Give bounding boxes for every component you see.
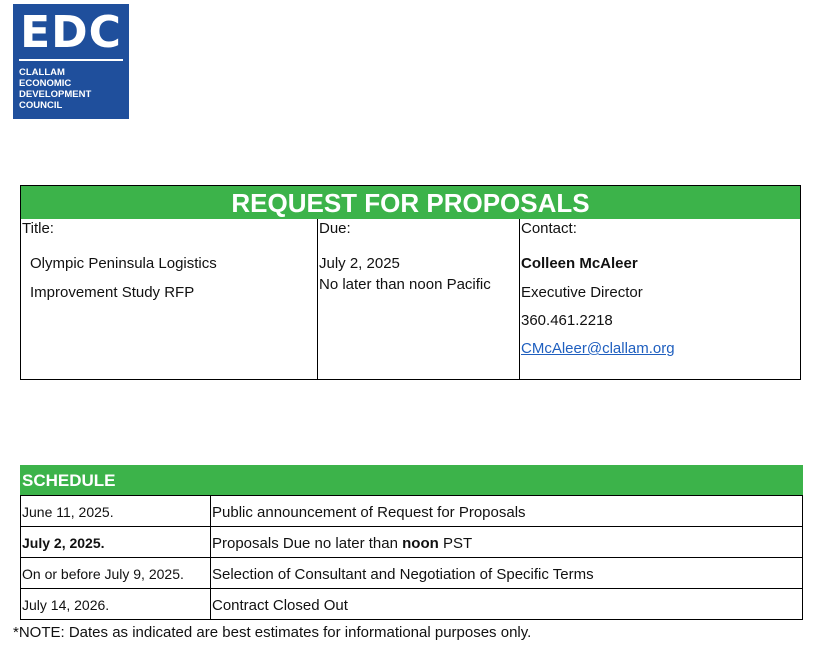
contact-email-link[interactable]: CMcAleer@clallam.org <box>521 340 675 357</box>
schedule-table <box>20 465 803 620</box>
rfp-box <box>20 185 801 380</box>
schedule-event-emphasis: noon <box>402 534 439 552</box>
due-label: Due: <box>319 220 351 237</box>
due-time: No later than noon Pacific <box>319 276 491 293</box>
schedule-event-text: Proposals Due no later than <box>212 534 403 552</box>
schedule-event: Contract Closed Out <box>211 589 803 620</box>
title-label: Title: <box>22 220 54 237</box>
due-date: July 2, 2025 <box>319 255 400 272</box>
table-row <box>21 589 803 620</box>
contact-name: Colleen McAleer <box>521 255 638 272</box>
footnote: *NOTE: Dates as indicated are best estimates for informational purposes only. <box>13 624 532 641</box>
contact-label: Contact: <box>521 220 577 237</box>
logo-text-line: CLALLAM <box>19 67 65 78</box>
schedule-event <box>211 527 803 558</box>
title-column <box>21 219 317 379</box>
logo-text-line: COUNCIL <box>19 100 63 111</box>
schedule-date: July 2, 2025. <box>21 527 211 558</box>
schedule-event-text: PST <box>438 534 473 552</box>
due-column <box>317 219 520 379</box>
schedule-date: On or before July 9, 2025. <box>21 558 211 589</box>
contact-column <box>519 219 800 379</box>
schedule-event: Public announcement of Request for Proposals <box>211 496 803 527</box>
logo-text-line: ECONOMIC <box>19 78 72 89</box>
rfp-heading: REQUEST FOR PROPOSALS <box>21 186 800 219</box>
contact-phone: 360.461.2218 <box>521 312 613 329</box>
edc-logo <box>13 4 129 119</box>
table-row <box>21 496 803 527</box>
schedule-heading: SCHEDULE <box>21 466 803 496</box>
table-row <box>21 558 803 589</box>
schedule-date: June 11, 2025. <box>21 496 211 527</box>
schedule-event: Selection of Consultant and Negotiation of Specific Terms <box>211 558 803 589</box>
table-row <box>21 527 803 558</box>
logo-text-line: DEVELOPMENT <box>19 89 92 100</box>
title-line: Improvement Study RFP <box>30 284 195 301</box>
title-line: Olympic Peninsula Logistics <box>30 255 217 272</box>
logo-divider <box>19 59 123 61</box>
schedule-date: July 14, 2026. <box>21 589 211 620</box>
contact-role: Executive Director <box>521 284 643 301</box>
logo-mark: EDC <box>20 7 122 58</box>
